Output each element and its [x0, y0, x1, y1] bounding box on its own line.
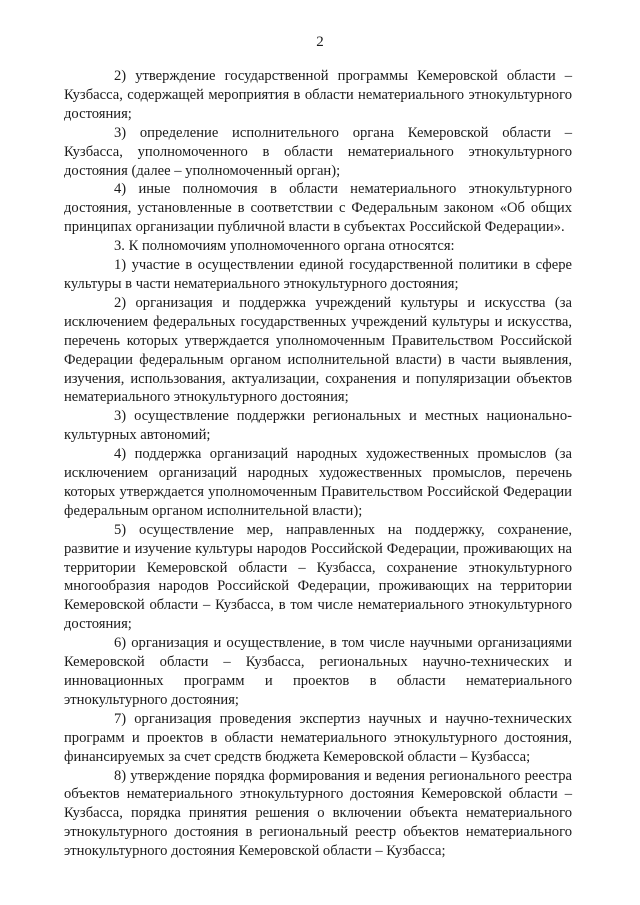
paragraph-item-2b: 2) организация и поддержка учреждений культуры и искусства (за исключением федеральных государственных учреждений культуры и искусства, перечень которых утверждается уполномоченным Правительством Российской Федерации федеральным органом исполнительной власти) в части выявления, изучения, использования, актуализации, сохранения и популяризации объектов нематериального этнокультурного достояния;	[64, 294, 572, 406]
paragraph-item-5: 5) осуществление мер, направленных на поддержку, сохранение, развитие и изучение культуры народов Российской Федерации, проживающих на территории Кемеровской области – Кузбасса, сохранение этнокультурного многообразия народов Российской Федерации, проживающих на территории Кемеровской области – Кузбасса, в том числе нематериального этнокультурного достояния;	[64, 521, 572, 633]
paragraph-item-4: 4) иные полномочия в области нематериального этнокультурного достояния, установленные в соответствии с Федеральным законом «Об общих принципах организации публичной власти в субъектах Российской Федерации».	[64, 181, 572, 236]
paragraph-item-6: 6) организация и осуществление, в том числе научными организациями Кемеровской области – Кузбасса, региональных научно-технических и инновационных программ и проектов в области нематериального этнокультурного достояния;	[64, 635, 572, 708]
paragraph-item-2: 2) утверждение государственной программы Кемеровской области – Кузбасса, содержащей мероприятия в области нематериального этнокультурного достояния;	[64, 68, 572, 122]
paragraph-item-7: 7) организация проведения экспертиз научных и научно-технических программ и проектов в области нематериального этнокультурного достояния, финансируемых за счет средств бюджета Кемеровской области – Кузбасса;	[64, 710, 572, 765]
paragraph-item-3b: 3) осуществление поддержки региональных и местных национально-культурных автономий;	[64, 408, 572, 444]
page-number: 2	[316, 34, 324, 50]
paragraph-item-3: 3) определение исполнительного органа Кемеровской области – Кузбасса, уполномоченного в области нематериального этнокультурного достояния (далее – уполномоченный орган);	[64, 124, 572, 179]
paragraph-item-8: 8) утверждение порядка формирования и ведения регионального реестра объектов нематериального этнокультурного достояния Кемеровской области – Кузбасса, порядка принятия решения о включении объекта нематериального этнокультурного достояния в региональный реестр объектов нематериального этнокультурного достояния Кемеровской области – Кузбасса;	[64, 767, 572, 860]
paragraph-item-1: 1) участие в осуществлении единой государственной политики в сфере культуры в части нематериального этнокультурного достояния;	[64, 257, 572, 292]
section-3-heading: 3. К полномочиям уполномоченного органа относятся:	[114, 238, 455, 255]
document-body	[64, 67, 572, 861]
paragraph-item-4b: 4) поддержка организаций народных художественных промыслов (за исключением организаций народных художественных промыслов, перечень которых утверждается уполномоченным Правительством Российской Федерации федеральным органом исполнительной власти);	[64, 446, 572, 519]
